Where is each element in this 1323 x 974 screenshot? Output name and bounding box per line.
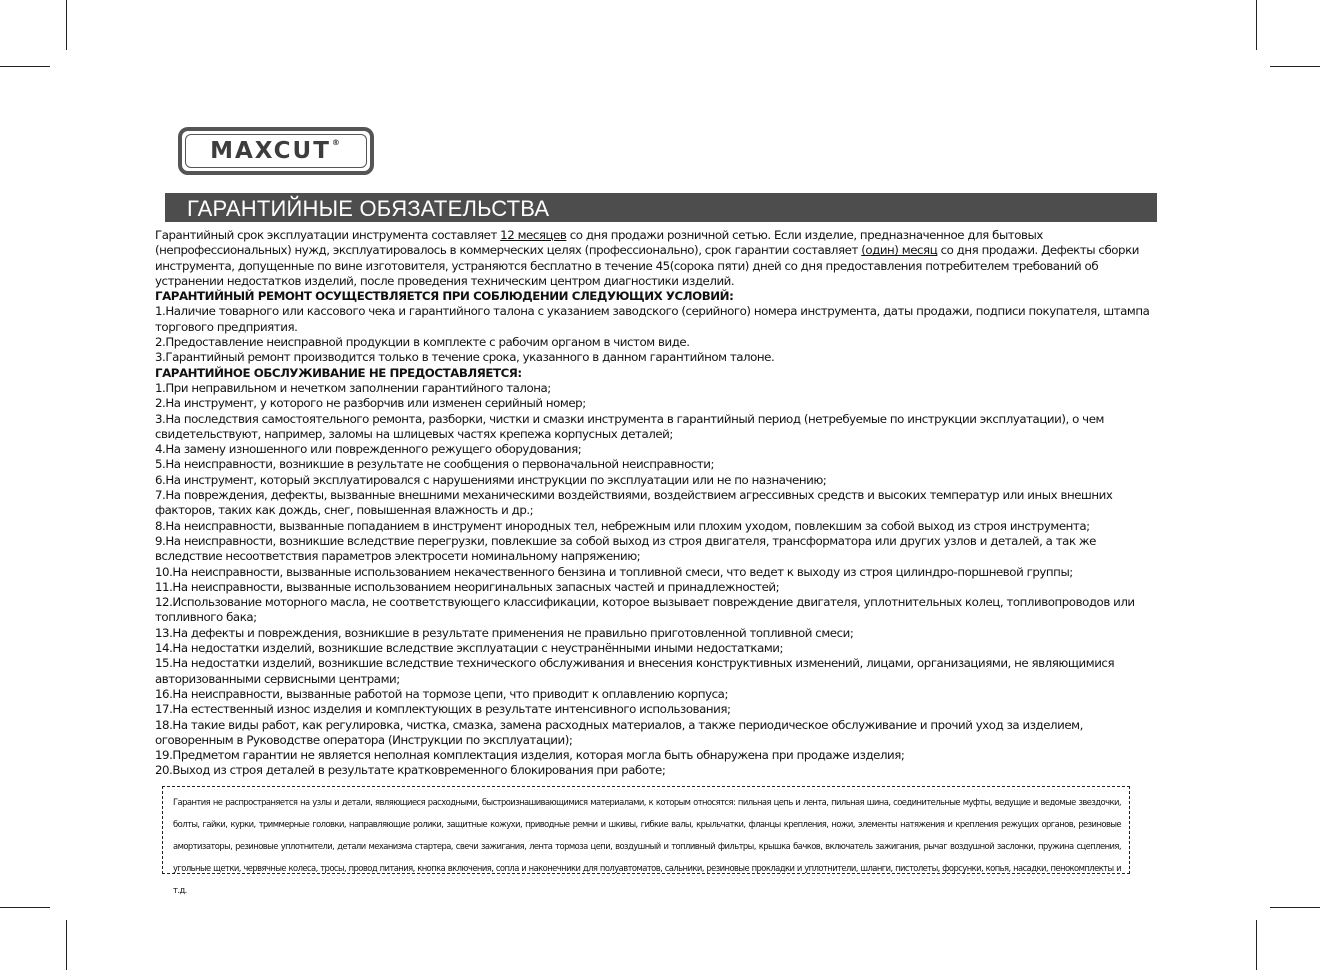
list-item: 14.На недостатки изделий, возникшие вследствие эксплуатации с неустранёнными иными недостатками; [155, 641, 784, 656]
list-item: 16.На неисправности, вызванные работой на тормозе цепи, что приводит к оплавлению корпуса; [155, 686, 728, 701]
list-item: 11.На неисправности, вызванные использованием неоригинальных запасных частей и принадлежностей; [155, 579, 780, 594]
crop-mark [66, 920, 67, 970]
list-item: 18.На такие виды работ, как регулировка, чистка, смазка, замена расходных материалов, а также периодическое обслуживание и прочий уход за изделием, оговоренным в Руководстве оператора (Инструкции по эксплуатации); [155, 717, 1083, 747]
list-item: 6.На инструмент, который эксплуатировался с нарушениями инструкции по эксплуатации или не по назначению; [155, 472, 827, 487]
list-item: 15.На недостатки изделий, возникшие вследствие технического обслуживания и внесения конструктивных изменений, лицами, организациями, не являющимися авторизованными сервисными центрами; [155, 656, 1115, 686]
list-item: 3.На последствия самостоятельного ремонта, разборки, чистки и смазки инструмента в гарантийный период (нетребуемые по инструкции эксплуатации), о чем свидетельствуют, например, заломы на шлицевых частях крепежа корпусных деталей; [155, 411, 1104, 441]
list-item: 12.Использование моторного масла, не соответствующего классификации, которое вызывает повреждение двигателя, уплотнительных колец, топливопроводов или топливного бака; [155, 595, 1135, 625]
crop-mark [1256, 920, 1257, 970]
brand-logo [178, 127, 374, 175]
list-item: 9.На неисправности, возникшие вследствие перегрузки, повлекшие за собой выход из строя двигателя, трансформатора или других узлов и деталей, а так же вследствие несоответствия параметров электросети номинальному напряжению; [155, 533, 1096, 564]
section-heading-conditions: ГАРАНТИЙНЫЙ РЕМОНТ ОСУЩЕСТВЛЯЕТСЯ ПРИ СОБЛЮДЕНИИ СЛЕДУЮЩИХ УСЛОВИЙ: [155, 289, 734, 304]
crop-mark [1256, 0, 1257, 50]
list-item: 1.При неправильном и нечетком заполнении гарантийного талона; [155, 380, 551, 395]
list-item: 8.На неисправности, вызванные попаданием в инструмент инородных тел, небрежным или плохим уходом, повлекшим за собой выход из строя инструмента; [155, 518, 1090, 533]
list-item: 10.На неисправности, вызванные использованием некачественного бензина и топливной смеси, что ведет к выходу из строя цилиндро-поршневой группы; [155, 564, 1073, 579]
warranty-text [155, 228, 1160, 779]
section-heading-exclusions: ГАРАНТИЙНОЕ ОБСЛУЖИВАНИЕ НЕ ПРЕДОСТАВЛЯЕТСЯ: [155, 365, 522, 380]
page-title: ГАРАНТИЙНЫЕ ОБЯЗАТЕЛЬСТВА [187, 196, 550, 221]
list-item: 1.Наличие товарного или кассового чека и гарантийного талона с указанием заводского (серийного) номера инструмента, даты продажи, подписи покупателя, штампа торгового предприятия. [155, 304, 1150, 334]
commercial-warranty-term: (один) месяц [861, 243, 938, 258]
list-item: 19.Предметом гарантии не является неполная комплектация изделия, которая могла быть обнаружена при продаже изделия; [155, 748, 905, 763]
warranty-term: 12 месяцев [500, 228, 567, 242]
list-item: 7.На повреждения, дефекты, вызванные внешними механическими воздействиями, воздействием агрессивных средств и высоких температур или иных внешних факторов, таких как дождь, снег, повышенная влажность и др.; [155, 488, 1113, 518]
crop-mark [0, 907, 50, 908]
page-title-bar [165, 193, 1157, 222]
list-item: 2.На инструмент, у которого не разборчив или изменен серийный номер; [155, 396, 586, 411]
list-item: 4.На замену изношенного или поврежденного режущего оборудования; [155, 442, 582, 457]
registered-mark: ® [331, 138, 342, 147]
list-item: 13.На дефекты и повреждения, возникшие в результате применения не правильно приготовленной топливной смеси; [155, 625, 854, 640]
logo-frame [185, 134, 367, 168]
list-item: 20.Выход из строя деталей в результате кратковременного блокирования при работе; [155, 763, 666, 778]
list-item: 3.Гарантийный ремонт производится только в течение срока, указанного в данном гарантийном талоне. [155, 350, 775, 365]
consumables-note: Гарантия не распространяется на узлы и детали, являющиеся расходными, быстроизнашивающимися материалами, к которым относятся: пильная цепь и лента, пильная шина, соединительные муфты, ведущие и ведомые звездочки, болты, гайки, курки, триммерные головки, направляющие ролики, защитные кожухи, приводные ремни и шкивы, гибкие валы, крыльчатки, фланцы крепления, ножи, элементы натяжения и крепления режущих органов, резиновые амортизаторы, резиновые уплотнители, детали механизма стартера, свечи зажигания, лента тормоза цепи, воздушный и топливный фильтры, крышка бачков, включатель зажигания, рычаг воздушной заслонки, пружина сцепления, угольные щетки, червячные колеса, тросы, провод питания, кнопка включения, сопла и наконечники для полуавтоматов, сальники, резиновые прокладки и уплотнители, шланги, пистолеты, форсунки, копья, насадки, пенокомплекты и т.д. [162, 786, 1130, 874]
list-item: 5.На неисправности, возникшие в результате не сообщения о первоначальной неисправности; [155, 457, 715, 472]
logo-wordmark: MAXCUT® [210, 138, 342, 164]
intro-paragraph: Гарантийный срок эксплуатации инструмента составляет 12 месяцев со дня продажи розничной сетью. Если изделие, предназначенное для бытовых (непрофессиональных) нужд, эксплуатировалось в коммерческих целях (профессионально), срок гарантии составляет (один) месяц со дня продажи. Дефекты сборки инструмента, допущенные по вине изготовителя, устраняются бесплатно в течение 45(сорока пяти) дней со дня предоставления потребителем требований об устранении недостатков изделий, после проведения техническим центром диагностики изделий. [155, 228, 1139, 288]
crop-mark [66, 0, 67, 50]
crop-mark [1270, 66, 1320, 67]
crop-mark [0, 66, 50, 67]
list-item: 2.Предоставление неисправной продукции в комплекте с рабочим органом в чистом виде. [155, 335, 690, 350]
list-item: 17.На естественный износ изделия и комплектующих в результате интенсивного использования; [155, 702, 731, 717]
crop-mark [1270, 907, 1320, 908]
